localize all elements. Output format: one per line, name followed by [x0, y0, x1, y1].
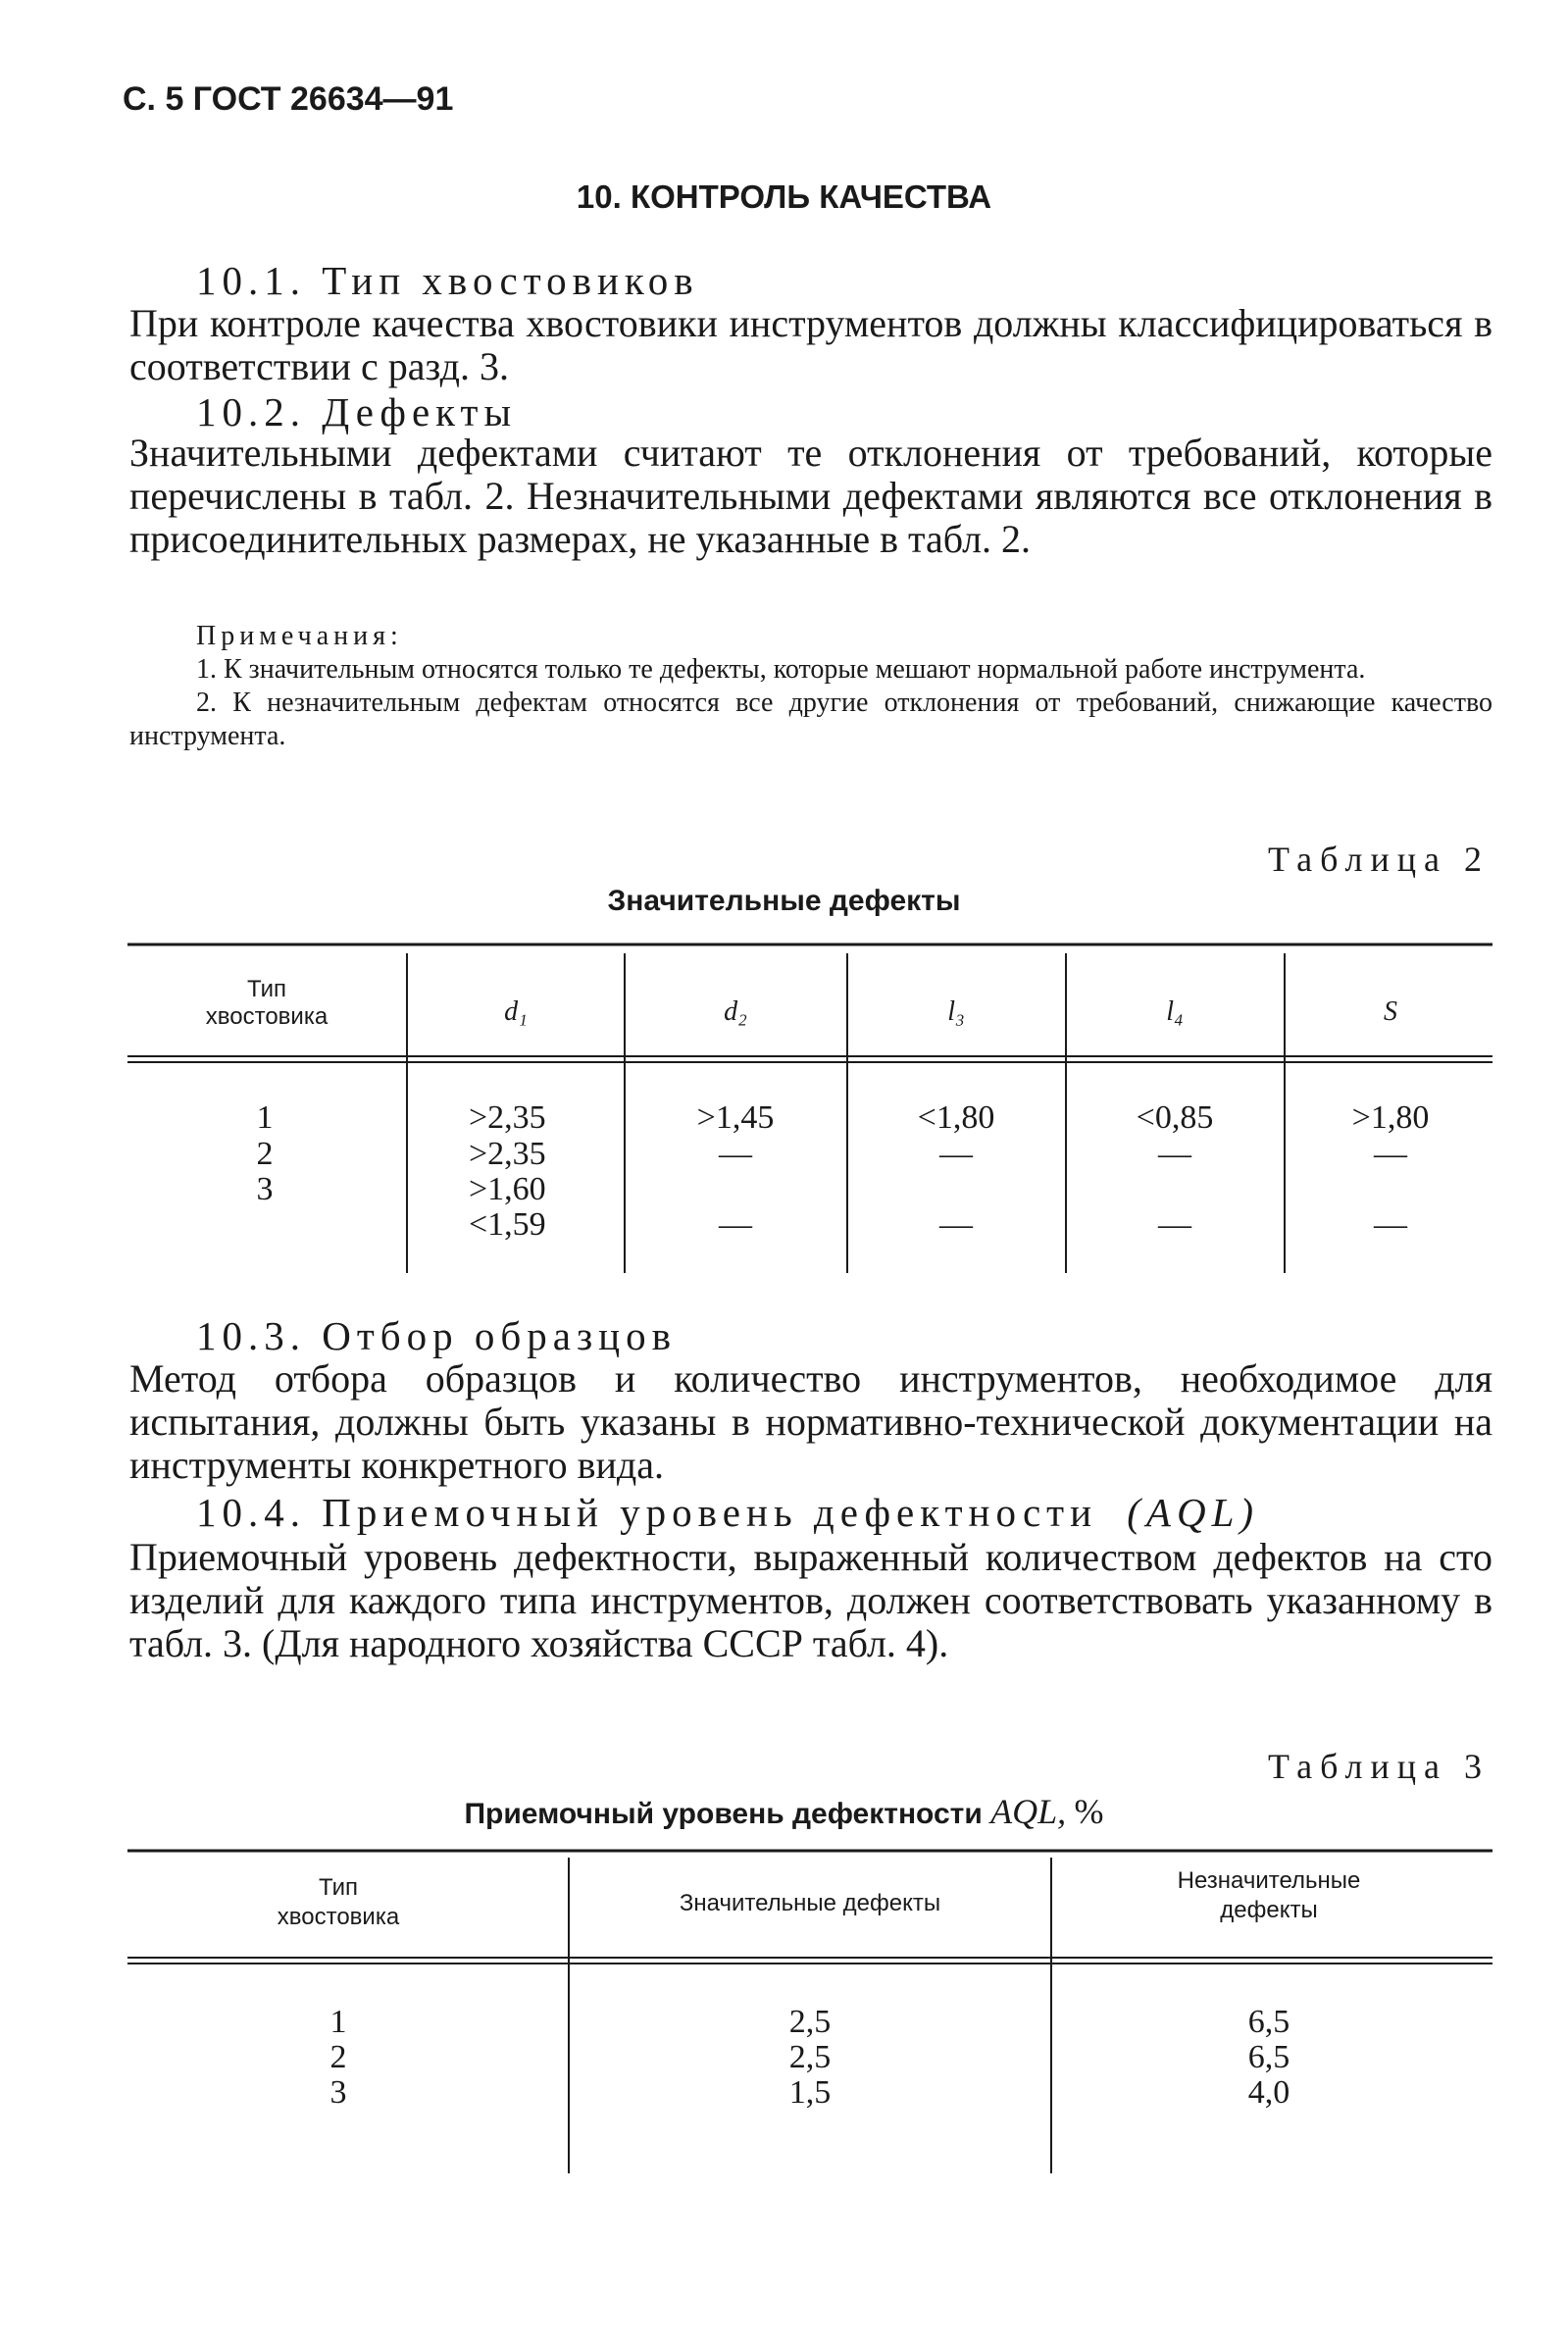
t2-r4-s: — [1374, 1206, 1407, 1243]
table-3-title-text: Приемочный уровень дефектности [464, 1798, 983, 1830]
t3-r2-type: 2 [329, 2039, 347, 2075]
t2-header-s: S [1384, 996, 1397, 1027]
t3-header-minor: Незначительные [1177, 1867, 1361, 1894]
subsection-10-1-title: 10.1. Тип хвостовиков [196, 258, 699, 303]
t3-r2-minor: 6,5 [1247, 2039, 1290, 2075]
subsection-10-3-title: 10.3. Отбор образцов [196, 1313, 677, 1358]
t3-r3-major: 1,5 [788, 2074, 832, 2111]
t2-r1-l3: <1,80 [917, 1099, 995, 1136]
section-title: 10. КОНТРОЛЬ КАЧЕСТВА [576, 178, 992, 215]
table-3-title-aql: AQL, [990, 1792, 1067, 1831]
t2-r2-type: 2 [256, 1136, 274, 1172]
t2-header-type-2: хвостовика [205, 1003, 329, 1030]
subsection-10-4-title-aql: (AQL) [1127, 1490, 1260, 1535]
t2-header-l4: l₄ [1166, 996, 1184, 1027]
t2-r1-d1: >2,35 [469, 1099, 546, 1136]
t3-r1-major: 2,5 [788, 2004, 832, 2040]
subsection-10-3-text: Метод отбора образцов и количество инструментов, необходимое для испытания, должны быть указаны в нормативно-технической документации на инструменты конкретного вида. [129, 1356, 1492, 1487]
t2-r1-l4: <0,85 [1136, 1099, 1214, 1136]
table-3-label: Таблица 3 [1268, 1747, 1490, 1786]
subsection-10-4-title-text: 10.4. Приемочный уровень дефектности [196, 1490, 1098, 1535]
table-2-title: Значительные дефекты [607, 885, 961, 917]
t2-header-d2: d₂ [724, 996, 747, 1027]
t2-r2-d2: — [719, 1136, 752, 1172]
t3-header-type-2: хвостовика [277, 1904, 400, 1930]
page-header: С. 5 ГОСТ 26634—91 [123, 80, 454, 118]
table-2-label: Таблица 2 [1268, 840, 1490, 879]
table-3-title-pct: % [1074, 1792, 1104, 1831]
t2-header-d1: d₁ [504, 996, 528, 1027]
t2-r4-l4: — [1158, 1206, 1191, 1243]
subsection-10-2-title: 10.2. Дефекты [196, 389, 518, 434]
note-1: 1. К значительным относятся только те дефекты, которые мешают нормальной работе инструмента. [196, 654, 1366, 685]
t2-r3-d1: >1,60 [469, 1171, 546, 1207]
subsection-10-2-text: Значительными дефектами считают те отклонения от требований, которые перечислены в табл. 2. Незначительными дефектами являются все отклонения в присоединительных размерах, не указанные в табл. 2. [129, 431, 1492, 561]
subsection-10-4-text: Приемочный уровень дефектности, выраженный количеством дефектов на сто изделий для каждого типа инструментов, должен соответствовать указанному в табл. 3. (Для народного хозяйства СССР табл. 4). [129, 1535, 1492, 1665]
t2-r1-s: >1,80 [1351, 1099, 1430, 1136]
note-2: 2. К незначительным дефектам относятся все другие отклонения от требований, снижающие качество инструмента. [129, 688, 1492, 751]
t2-r2-d1: >2,35 [469, 1136, 546, 1172]
t3-r1-type: 1 [329, 2004, 347, 2040]
t2-r4-d2: — [719, 1206, 752, 1243]
t2-r2-l4: — [1158, 1136, 1191, 1172]
t3-r2-major: 2,5 [788, 2039, 832, 2075]
t3-header-major: Значительные дефекты [679, 1890, 941, 1916]
t2-r4-d1: <1,59 [469, 1206, 546, 1243]
t3-r1-minor: 6,5 [1247, 2004, 1290, 2040]
t3-header-minor-2: дефекты [1220, 1897, 1318, 1923]
t2-r2-s: — [1374, 1136, 1407, 1172]
t2-r3-type: 3 [256, 1171, 274, 1207]
t2-r4-l3: — [939, 1206, 973, 1243]
t2-header-type: Тип [246, 976, 287, 1002]
subsection-10-1-text: При контроле качества хвостовики инструментов должны классифицироваться в соответствии с разд. 3. [129, 301, 1492, 388]
t2-r1-d2: >1,45 [696, 1099, 775, 1136]
notes-heading: Примечания: [196, 621, 403, 651]
t2-r1-type: 1 [256, 1099, 274, 1136]
t2-header-l3: l₃ [947, 996, 965, 1027]
t2-r2-l3: — [939, 1136, 973, 1172]
t3-r3-minor: 4,0 [1247, 2074, 1290, 2111]
t3-r3-type: 3 [329, 2074, 347, 2111]
t3-header-type: Тип [318, 1874, 359, 1901]
